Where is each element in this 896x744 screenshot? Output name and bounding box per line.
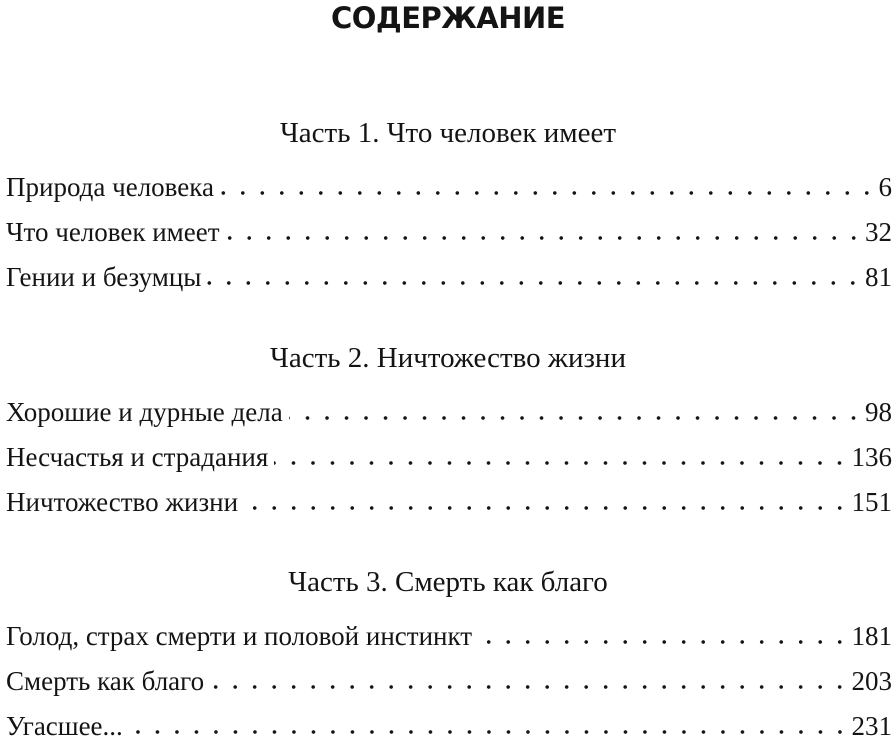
toc-entry-title: Гении и безумцы bbox=[6, 262, 202, 292]
part-3-heading: Часть 3. Смерть как благо bbox=[288, 566, 608, 598]
toc-entry-title: Хорошие и дурные дела bbox=[6, 397, 283, 427]
toc-entry[interactable] bbox=[6, 619, 892, 653]
dot-leader bbox=[220, 190, 877, 196]
toc-entry-title: Голод, страх смерти и половой инстинкт bbox=[6, 621, 473, 651]
toc-page-number: 231 bbox=[851, 711, 892, 741]
toc-entry-title: Угасшее... bbox=[6, 711, 123, 741]
toc-page-number: 181 bbox=[851, 621, 892, 651]
dot-leader bbox=[207, 280, 863, 286]
toc-entry-title: Несчастья и страдания bbox=[6, 442, 269, 472]
toc-entry-title: Смерть как благо bbox=[6, 666, 205, 696]
toc-entry[interactable] bbox=[6, 664, 892, 698]
dot-leader bbox=[226, 235, 863, 241]
dot-leader bbox=[478, 639, 849, 645]
toc-entry[interactable] bbox=[6, 485, 892, 519]
toc-page-number: 136 bbox=[851, 442, 892, 472]
toc-entry-title: Ничтожество жизни bbox=[6, 487, 239, 517]
toc-page-number: 151 bbox=[851, 487, 892, 517]
part-2-heading: Часть 2. Ничтожество жизни bbox=[270, 342, 626, 374]
toc-entry[interactable] bbox=[6, 260, 892, 294]
dot-leader bbox=[274, 460, 849, 466]
page-title: СОДЕРЖАНИЕ bbox=[330, 1, 566, 35]
toc-entry[interactable] bbox=[6, 709, 892, 743]
toc-entry[interactable] bbox=[6, 440, 892, 474]
toc-entry-title: Природа человека bbox=[6, 172, 214, 202]
toc-entry[interactable] bbox=[6, 170, 892, 204]
toc-entry[interactable] bbox=[6, 215, 892, 249]
dot-leader bbox=[289, 415, 863, 421]
toc-entry[interactable] bbox=[6, 395, 892, 429]
toc-page-number: 98 bbox=[865, 397, 892, 427]
toc-page-number: 6 bbox=[878, 172, 892, 202]
part-1-heading: Часть 1. Что человек имеет bbox=[279, 117, 617, 149]
dot-leader bbox=[129, 729, 850, 735]
toc-page-number: 81 bbox=[865, 262, 892, 292]
toc-page-number: 32 bbox=[865, 217, 892, 247]
dot-leader bbox=[210, 684, 849, 690]
dot-leader bbox=[244, 505, 849, 511]
toc-entry-title: Что человек имеет bbox=[6, 217, 220, 247]
toc-page-number: 203 bbox=[851, 666, 892, 696]
